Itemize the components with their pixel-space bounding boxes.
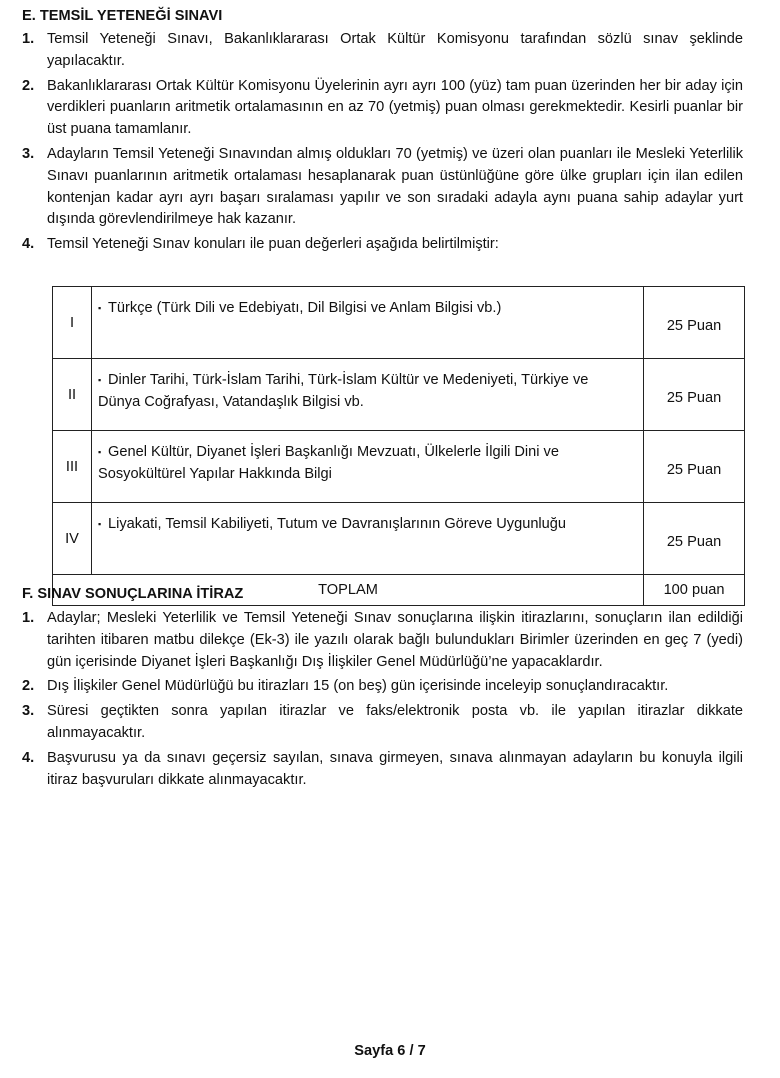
item-text: Bakanlıklararası Ortak Kültür Komisyonu Üyelerinin ayrı ayrı 100 (yüz) tam puan üzerinden her bir aday için verdikleri puanların aritmetik ortalamasının en az 70 (yetmiş) puan olması gerekmektedir. Kesirli puanlar bir üst puana tamamlanır. [47, 77, 743, 138]
row-topic [92, 503, 644, 575]
section-e-list [22, 29, 743, 256]
row-points: 25 Puan [644, 287, 745, 359]
item-number: 3. [22, 703, 35, 720]
row-numeral: II [53, 359, 92, 431]
list-item [22, 29, 743, 73]
total-label: TOPLAM [53, 575, 644, 606]
total-points: 100 puan [644, 575, 745, 606]
item-text: Adayların Temsil Yeteneği Sınavından almış oldukları 70 (yetmiş) ve üzeri olan puanları ile Mesleki Yeterlilik Sınavı puanlarının aritmetik ortalaması hesaplanarak puan üstünlüğüne göre ülke grupları için ilan edilen kontenjan kadar ayrı ayrı başarı sıralaması yapılır ve son sıradaki adayla aynı puana sahip adaylar yurt dışında görevlendirilmeye hak kazanır. [47, 145, 743, 228]
item-number: 3. [22, 145, 35, 162]
item-number: 2. [22, 77, 35, 94]
list-item [22, 608, 743, 673]
item-text: Süresi geçtikten sonra yapılan itirazlar ve faks/elektronik posta vb. ile yapılan itirazlar dikkate alınmayacaktır. [47, 703, 743, 741]
document-page [22, 6, 743, 788]
row-topic [92, 359, 644, 431]
page-number: Sayfa 6 / 7 [354, 1043, 426, 1059]
item-number: 1. [22, 31, 35, 47]
item-text: Temsil Yeteneği Sınav konuları ile puan değerleri aşağıda belirtilmiştir: [47, 236, 499, 253]
topic-text: Dinler Tarihi, Türk-İslam Tarihi, Türk-İslam Kültür ve Medeniyeti, Türkiye ve Dünya Coğrafyası, Vatandaşlık Bilgisi vb. [98, 372, 589, 410]
section-f [22, 584, 743, 791]
section-f-list [22, 608, 743, 791]
item-text: Başvurusu ya da sınavı geçersiz sayılan, sınava girmeyen, sınava alınmayan adayların bu konuyla ilgili itiraz başvuruları dikkate alınmayacaktır. [47, 749, 743, 788]
bullet-icon: ▪ [98, 303, 102, 313]
exam-topics-table [52, 286, 745, 606]
topic-text: Genel Kültür, Diyanet İşleri Başkanlığı Mevzuatı, Ülkelerle İlgili Dini ve Sosyokültürel Yapılar Hakkında Bilgi [98, 444, 559, 482]
row-points: 25 Puan [644, 503, 745, 575]
item-text: Adaylar; Mesleki Yeterlilik ve Temsil Yeteneği Sınav sonuçlarına ilişkin itirazlarını, sonuçların ilan edildiği tarihten itibaren matbu dilekçe (Ek-3) ile yazılı olarak bağlı bulundukları Birimler üzerinden en geç 7 (yedi) gün içerisinde Diyanet İşleri Başkanlığı Dış İlişkiler Genel Müdürlüğü’ne yapacaklardır. [47, 610, 743, 670]
section-e-title: E. TEMSİL YETENEĞİ SINAVI [22, 8, 223, 24]
item-text: Temsil Yeteneği Sınavı, Bakanlıklararası Ortak Kültür Komisyonu tarafından sözlü sınav şeklinde yapılacaktır. [47, 31, 743, 69]
list-item [22, 748, 743, 792]
table-row [53, 359, 745, 431]
table-row [53, 431, 745, 503]
section-e [22, 6, 743, 256]
topic-text: Türkçe (Türk Dili ve Edebiyatı, Dil Bilgisi ve Anlam Bilgisi vb.) [108, 300, 502, 316]
topic-text: Liyakati, Temsil Kabiliyeti, Tutum ve Davranışlarının Göreve Uygunluğu [108, 516, 567, 532]
list-item [22, 76, 743, 141]
section-f-title: F. SINAV SONUÇLARINA İTİRAZ [22, 586, 244, 602]
bullet-icon: ▪ [98, 375, 102, 385]
list-item [22, 676, 743, 698]
bullet-icon: ▪ [98, 519, 102, 529]
list-item [22, 701, 743, 745]
list-item [22, 234, 743, 256]
row-points: 25 Puan [644, 359, 745, 431]
item-number: 2. [22, 678, 35, 695]
row-numeral: I [53, 287, 92, 359]
item-number: 4. [22, 749, 35, 766]
row-points: 25 Puan [644, 431, 745, 503]
table-row [53, 503, 745, 575]
row-topic [92, 431, 644, 503]
item-number: 1. [22, 610, 35, 626]
row-topic [92, 287, 644, 359]
row-numeral: IV [53, 503, 92, 575]
list-item [22, 144, 743, 231]
row-numeral: III [53, 431, 92, 503]
item-number: 4. [22, 236, 35, 253]
table-row [53, 287, 745, 359]
bullet-icon: ▪ [98, 447, 102, 457]
item-text: Dış İlişkiler Genel Müdürlüğü bu itirazları 15 (on beş) gün içerisinde inceleyip sonuçlandıracaktır. [47, 678, 669, 695]
